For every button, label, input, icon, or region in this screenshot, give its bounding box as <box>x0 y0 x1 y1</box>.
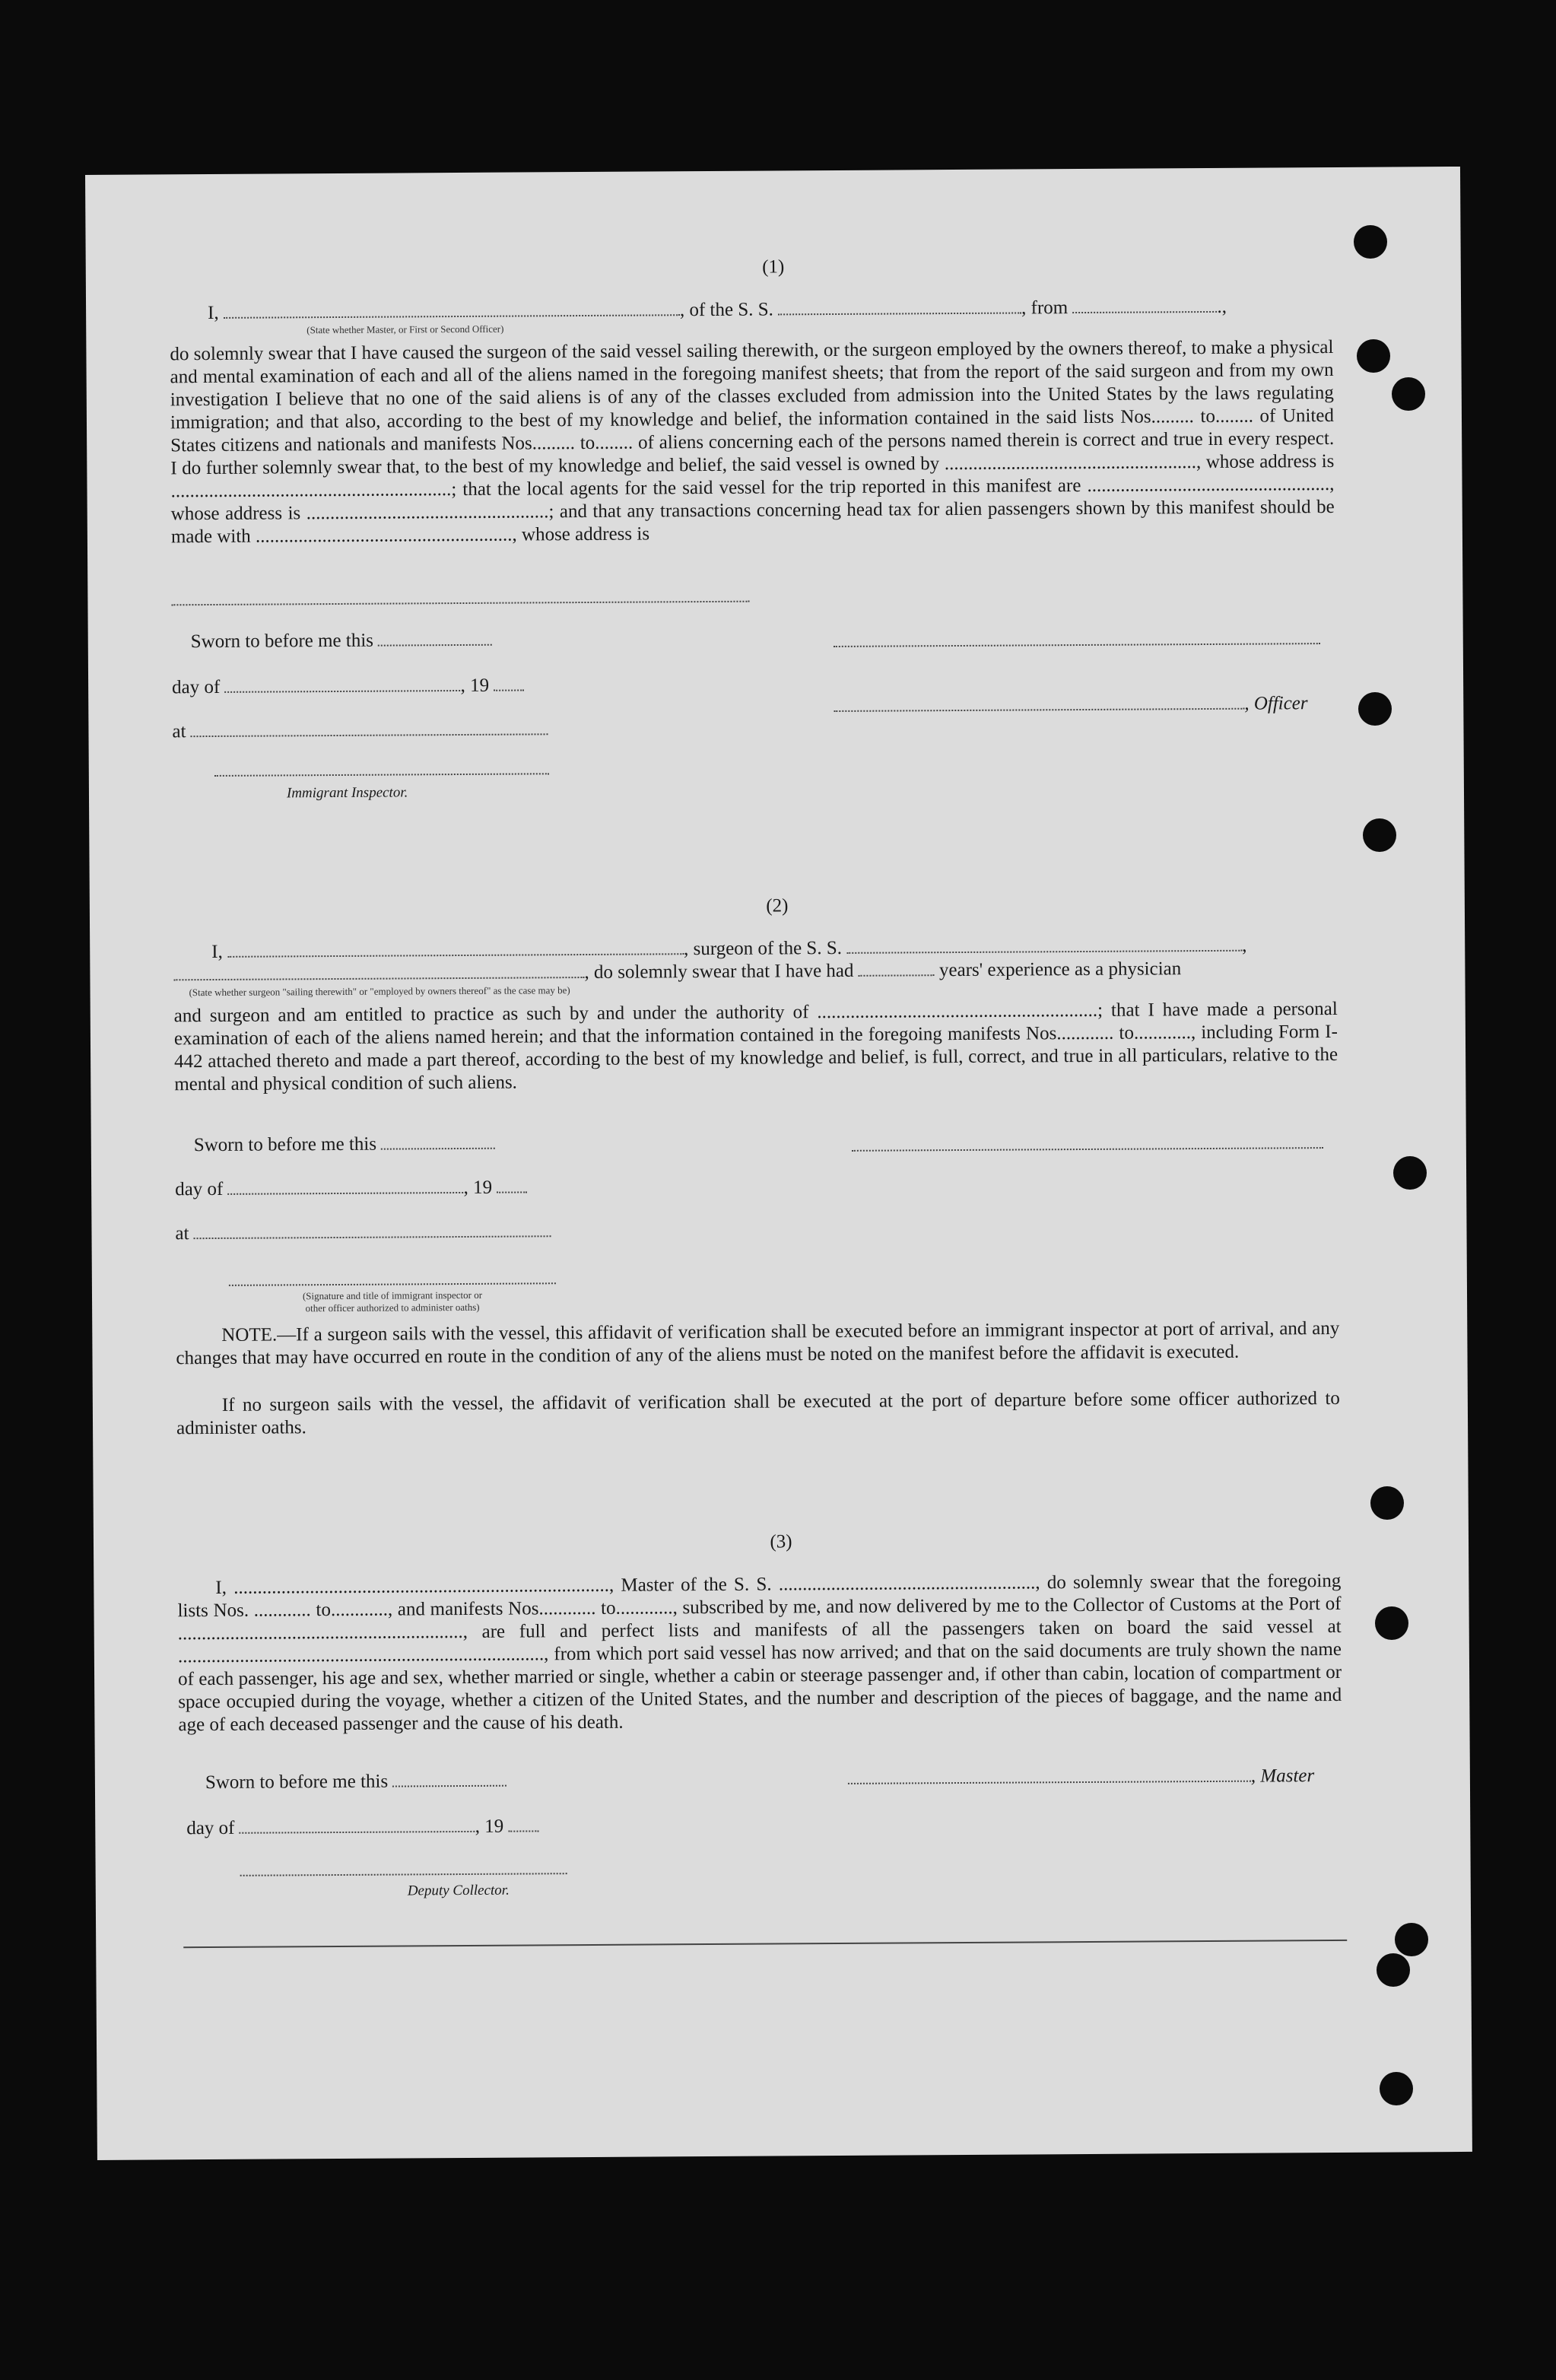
officer-field[interactable] <box>834 694 1244 712</box>
year-field[interactable] <box>508 1816 538 1832</box>
text: at <box>172 721 186 742</box>
text: I, <box>211 941 223 963</box>
text: Sworn to before me this <box>205 1771 389 1794</box>
text: Sworn to before me this <box>193 1133 377 1156</box>
text: , 19 <box>460 675 490 696</box>
at-field[interactable] <box>194 1222 551 1239</box>
year-field[interactable] <box>497 1177 527 1193</box>
surgeon-name-field[interactable] <box>227 939 684 958</box>
day-line <box>175 1176 527 1201</box>
text: (Signature and title of immigrant inspector or <box>302 1289 483 1302</box>
at-line <box>175 1220 551 1245</box>
text: other officer authorized to administer oaths) <box>305 1301 480 1314</box>
sworn-line <box>191 629 493 653</box>
punch-hole <box>1380 2072 1413 2105</box>
inspector-signature-line[interactable] <box>229 1282 556 1286</box>
master-field[interactable] <box>848 1767 1251 1784</box>
day-line <box>186 1815 538 1840</box>
vessel-field[interactable] <box>778 298 1021 315</box>
text: day of <box>186 1817 235 1839</box>
bottom-rule <box>183 1940 1347 1948</box>
punch-hole <box>1393 1156 1427 1190</box>
section-number: (3) <box>770 1531 792 1552</box>
officer-line <box>834 692 1307 718</box>
sworn-line <box>194 1133 496 1157</box>
day-field[interactable] <box>224 676 460 693</box>
punch-hole <box>1377 1953 1410 1987</box>
punch-hole <box>1358 692 1392 726</box>
section2-paragraph: and surgeon and am entitled to practice as such by and under the authority of ...........................................................; that I have made a personal examination of each of the aliens named herein; and that the information contained in the foregoing manifests Nos............ to............, including Form I-442 attached thereto and made a part thereof, according to the best of my knowledge and belief, is full, correct, and true in all particulars, relative to the mental and physical condition of such aliens. <box>173 998 1338 1095</box>
day-field[interactable] <box>227 1178 463 1195</box>
text: , Officer <box>1244 693 1308 714</box>
caption-officer: (State whether Master, or First or Second Officer) <box>306 323 504 336</box>
text: I, <box>208 302 219 324</box>
text: , Master <box>1250 1765 1315 1787</box>
at-line <box>172 718 548 743</box>
note-2: If no surgeon sails with the vessel, the affidavit of verification shall be executed at the port of departure before some officer authorized to administer oaths. <box>176 1387 1340 1439</box>
inspector-caption: Immigrant Inspector. <box>286 784 408 802</box>
text: , from <box>1021 297 1069 319</box>
section-number: (2) <box>766 895 789 917</box>
text: day of <box>172 676 221 698</box>
text: , 19 <box>463 1177 493 1198</box>
text: at <box>175 1223 189 1244</box>
officer-signature-line[interactable] <box>834 643 1320 647</box>
section3-paragraph: I, ..............................................................................., Master of the S. S. ......................................................, do solemnly swear that the foregoing lists Nos. ............ to............, and manifests Nos............ to............, subscribed by me, and now delivered by me to the Collector of Customs at the Port of ............................................................, are full and perfect lists and manifests of all the passengers taken on board the said vessel at ............................................................................., from which port said vessel has now arrived; and that on the said documents are truly shown the name of each passenger, his age and sex, whether married or single, whether a cabin or steerage passenger and, if other than cabin, location of compartment or space occupied during the voyage, whether a citizen of the United States, and the number and description of the pieces of baggage, and the name and age of each deceased passenger and the cause of his death. <box>177 1570 1342 1736</box>
from-field[interactable] <box>1072 297 1217 313</box>
text: day of <box>175 1178 224 1200</box>
surgeon-vessel-field[interactable] <box>846 936 1242 954</box>
text: , <box>1242 935 1247 956</box>
caption-surgeon: (State whether surgeon "sailing therewith" or "employed by owners thereof" as the case may be) <box>189 984 570 999</box>
text: , 19 <box>475 1816 504 1837</box>
text: ., <box>1217 296 1227 317</box>
sworn-field[interactable] <box>392 1771 506 1787</box>
punch-hole <box>1375 1606 1408 1640</box>
years-field[interactable] <box>859 961 935 977</box>
sworn-field[interactable] <box>378 631 492 647</box>
punch-hole <box>1357 339 1390 373</box>
sworn-field[interactable] <box>381 1134 495 1150</box>
punch-hole <box>1392 377 1425 411</box>
sworn-line <box>205 1770 507 1794</box>
section-number: (1) <box>762 256 785 278</box>
inspector-signature-line[interactable] <box>214 773 549 777</box>
surgeon-status-field[interactable] <box>173 963 584 980</box>
at-field[interactable] <box>191 720 548 737</box>
punch-hole <box>1354 225 1387 259</box>
section1-paragraph: do solemnly swear that I have caused the surgeon of the said vessel sailing therewith, or the surgeon employed by the owners thereof, to make a physical and mental examination of each and all of the aliens named in the foregoing manifest sheets; that from the report of the said surgeon and from my own investigation I believe that no one of the said aliens is of any of the classes excluded from admission into the United States by the laws regulating immigration; and that also, according to the best of my knowledge and belief, the information contained in the said lists Nos......... to........ of United States citizens and nationals and manifests Nos......... to........ of aliens concerning each of the persons named therein is correct and true in every respect. I do further solemnly swear that, to the best of my knowledge and belief, the said vessel is owned by ....................................................., whose address is ...........................................................; that the local agents for the said vessel for the trip reported in this manifest are ..................................................., whose address is ...................................................; and that any transactions concerning head tax for alien passengers shown by this manifest should be made with ......................................................, whose address is <box>170 336 1335 548</box>
text: , surgeon of the S. S. <box>683 937 843 960</box>
section1-line1 <box>208 296 1227 325</box>
text: Sworn to before me this <box>190 630 374 653</box>
document-page <box>85 167 1472 2160</box>
punch-hole <box>1370 1486 1404 1520</box>
surgeon-signature-line[interactable] <box>852 1147 1323 1152</box>
punch-hole <box>1395 1923 1428 1956</box>
year-field[interactable] <box>494 675 524 691</box>
punch-hole <box>1363 818 1396 852</box>
collector-signature-line[interactable] <box>240 1873 567 1876</box>
day-field[interactable] <box>240 1817 475 1834</box>
text: , of the S. S. <box>679 299 773 321</box>
deputy-caption: Deputy Collector. <box>407 1882 510 1899</box>
master-line <box>848 1765 1315 1791</box>
divider <box>171 601 749 606</box>
day-line <box>172 674 524 699</box>
name-field[interactable] <box>224 300 680 319</box>
note-1: NOTE.—If a surgeon sails with the vessel, this affidavit of verification shall be executed before an immigrant inspector at port of arrival, and any changes that may have occurred en route in the condition of any of the aliens must be noted on the manifest before the affidavit is executed. <box>176 1317 1340 1369</box>
text: years' experience as a physician <box>938 958 1182 981</box>
signature-caption <box>229 1289 556 1315</box>
text: , do solemnly swear that I have had <box>584 960 854 983</box>
